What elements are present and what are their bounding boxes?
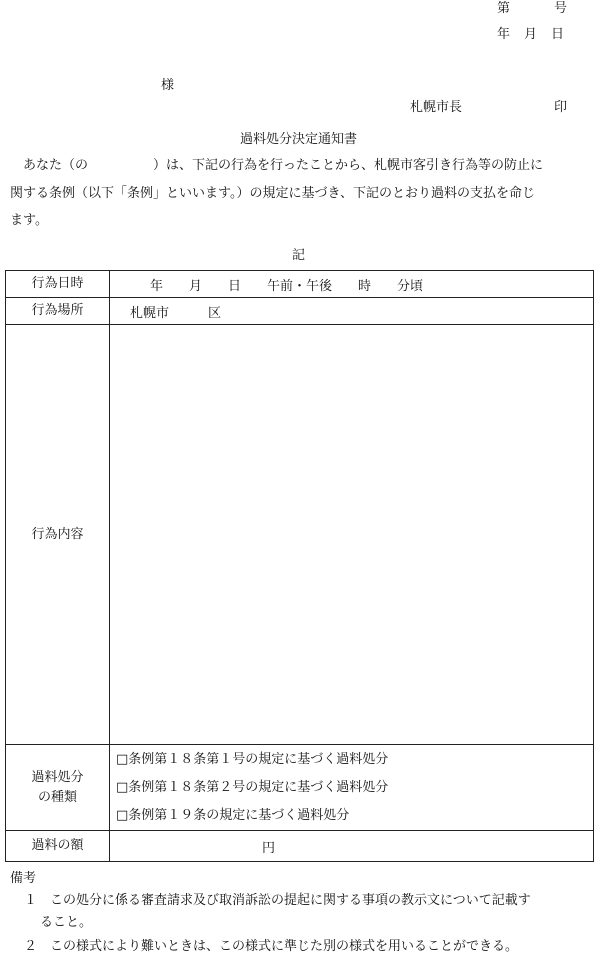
document-number (497, 0, 567, 16)
amount-value: 円 (110, 831, 594, 862)
ki-heading: 記 (291, 248, 305, 263)
row-amount (6, 831, 594, 862)
content-label: 行為内容 (6, 325, 110, 745)
body-line-2: 関する条例（以下「条例」といいます。）の規定に基づき、下記のとおり過料の支払を命じ (10, 186, 535, 201)
row-datetime (6, 271, 594, 298)
kind-option-1: □条例第１８条第１号の規定に基づく過料処分 (116, 751, 389, 767)
issuer-name: 札幌市長 (410, 100, 463, 115)
row-content (6, 325, 594, 745)
row-kind (6, 745, 594, 831)
date-year: 年 (497, 27, 511, 42)
place-label: 行為場所 (6, 298, 110, 325)
number-suffix: 号 (554, 1, 568, 16)
content-value (110, 325, 594, 745)
note-1-line-2: ること。 (40, 915, 93, 930)
note-1-line-1: １ この処分に係る審査請求及び取消訴訟の提起に関する事項の教示文について記載す (24, 893, 531, 908)
issue-date (497, 23, 564, 42)
notes-section (10, 868, 590, 960)
document-title: 過料処分決定通知書 (239, 132, 357, 147)
row-place (6, 298, 594, 325)
kind-label (6, 745, 110, 831)
notes-heading: 備考 (10, 871, 37, 886)
kind-option-2: □条例第１８条第２号の規定に基づく過料処分 (116, 779, 389, 795)
date-month: 月 (524, 27, 538, 42)
datetime-value: 年 月 日 午前・午後 時 分頃 (110, 271, 594, 298)
datetime-label: 行為日時 (6, 271, 110, 298)
kind-option-3: □条例第１９条の規定に基づく過料処分 (116, 807, 350, 823)
body-line-3: ます。 (10, 213, 48, 228)
notice-table (5, 270, 594, 862)
kind-options (110, 745, 594, 831)
body-line-1: あなた（の ）は、下記の行為を行ったことから、札幌市客引き行為等の防止に (23, 158, 544, 173)
amount-label: 過料の額 (6, 831, 110, 862)
place-value: 札幌市 区 (110, 298, 594, 325)
note-2: ２ この様式により難いときは、この様式に準じた別の様式を用いることができる。 (24, 939, 519, 954)
number-prefix: 第 (497, 1, 511, 16)
kind-label-line-1: 過料処分 (31, 769, 84, 785)
seal-mark: 印 (554, 100, 568, 115)
date-day: 日 (551, 27, 565, 42)
addressee-suffix: 様 (161, 78, 175, 93)
kind-label-line-2: の種類 (37, 789, 77, 805)
